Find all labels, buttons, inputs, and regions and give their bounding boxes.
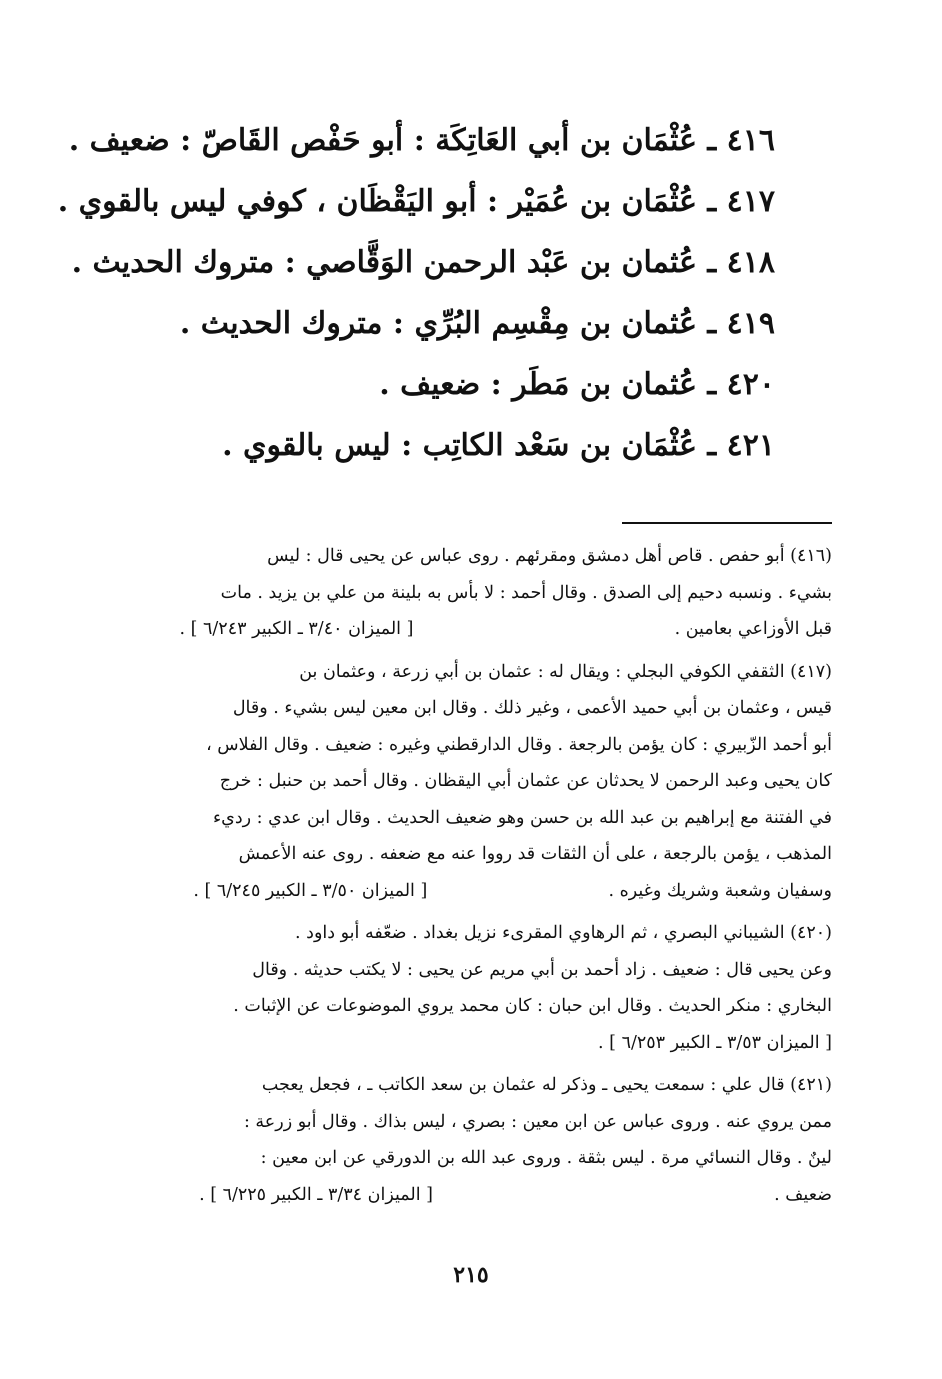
narrator-entry: ٤٢٠ ـ عُثمان بن مَطَر : ضعيف . <box>379 367 775 402</box>
footnote-text: ضعيف . <box>774 1184 832 1205</box>
source-citation: [ الميزان ٣/٥٣ ـ الكبير ٦/٢٥٣ ] . <box>598 1032 832 1053</box>
footnote-line: المذهب ، يؤمن بالرجعة ، على أن الثقات قد رووا عنه مع ضعفه . روى عنه الأعمش <box>238 844 832 864</box>
footnote-line: البخاري : منكر الحديث . وقال ابن حبان : كان محمد يروي الموضوعات عن الإثبات . <box>233 996 832 1016</box>
footnote-separator <box>622 522 832 524</box>
footnote-416 <box>132 538 832 648</box>
narrator-entry: ٤١٨ ـ عُثمان بن عَبْد الرحمن الوَقَّاصي : متروك الحديث . <box>71 245 775 280</box>
footnote-line: وعن يحيى قال : ضعيف . زاد أحمد بن أبي مريم عن يحيى : لا يكتب حديثه . وقال <box>252 959 832 980</box>
narrator-entries <box>57 110 775 476</box>
footnote-line: بشيء . ونسبه دحيم إلى الصدق . وقال أحمد : لا بأس به بلينة من علي بن يزيد . مات <box>220 582 832 603</box>
footnote-line: في الفتنة مع إبراهيم بن عبد الله بن حسن وهو ضعيف الحديث . وقال ابن عدي : رديء <box>212 807 832 828</box>
footnote-text: قبل الأوزاعي بعامين . <box>674 619 832 639</box>
narrator-entry: ٤١٩ ـ عُثمان بن مِقْسِم البُرِّي : متروك الحديث . <box>179 306 775 341</box>
footnote-line: قيس ، وعثمان بن أبي حميد الأعمى ، وغير ذلك . وقال ابن معين ليس بشيء . وقال <box>232 698 832 718</box>
source-citation: [ الميزان ٣/٣٤ ـ الكبير ٦/٢٢٥ ] . <box>199 1184 434 1205</box>
narrator-entry: ٤١٧ ـ عُثْمَان بن عُمَيْر : أبو اليَقْظَان ، كوفي ليس بالقوي . <box>57 184 775 219</box>
source-citation: [ الميزان ٣/٥٠ ـ الكبير ٦/٢٤٥ ] . <box>193 880 428 901</box>
footnote-line: (٤١٧) الثقفي الكوفي البجلي : ويقال له : عثمان بن أبي زرعة ، وعثمان بن <box>299 661 832 682</box>
footnote-line: ممن يروي عنه . وروى عباس عن ابن معين : بصري ، ليس بذاك . وقال أبو زرعة : <box>243 1111 832 1132</box>
footnote-421 <box>132 1067 832 1213</box>
footnote-text: وسفيان وشعبة وشريك وغيره . <box>608 880 832 901</box>
footnote-line: كان يحيى وعبد الرحمن لا يحدثان عن عثمان أبي اليقظان . وقال أحمد بن حنبل : خرج <box>219 771 832 791</box>
footnote-line: (٤١٦) أبو حفص . قاص أهل دمشق ومقرئهم . روى عباس عن يحيى قال : ليس <box>267 546 832 566</box>
narrator-entry: ٤٢١ ـ عُثْمَان بن سَعْد الكاتِب : ليس بالقوي . <box>222 428 775 463</box>
footnote-line <box>132 1177 832 1214</box>
footnote-line: أبو أحمد الزّبيري : كان يؤمن بالرجعة . وقال الدارقطني وغيره : ضعيف . وقال الفلاس ، <box>206 734 832 755</box>
footnote-line: لينٌ . وقال النسائي مرة . ليس بثقة . وروى عبد الله بن الدورقي عن ابن معين : <box>260 1148 832 1168</box>
footnote-line: (٤٢٠) الشيباني البصري ، ثم الرهاوي المقرىء نزيل بغداد . ضعّفه أبو داود . <box>295 923 832 943</box>
footnote-line <box>132 1025 832 1062</box>
page-number: ٢١٥ <box>453 1262 489 1288</box>
footnotes <box>132 538 832 1219</box>
footnote-420 <box>132 915 832 1061</box>
footnote-line: (٤٢١) قال علي : سمعت يحيى ـ وذكر له عثمان بن سعد الكاتب ـ ، فجعل يعجب <box>261 1075 832 1095</box>
narrator-entry: ٤١٦ ـ عُثْمَان بن أبي العَاتِكَة : أبو حَفْص القَاصّ : ضعيف . <box>68 123 775 158</box>
footnote-line <box>132 873 832 910</box>
footnote-line <box>132 611 832 648</box>
footnote-417 <box>132 654 832 910</box>
source-citation: [ الميزان ٣/٤٠ ـ الكبير ٦/٢٤٣ ] . <box>179 619 414 639</box>
